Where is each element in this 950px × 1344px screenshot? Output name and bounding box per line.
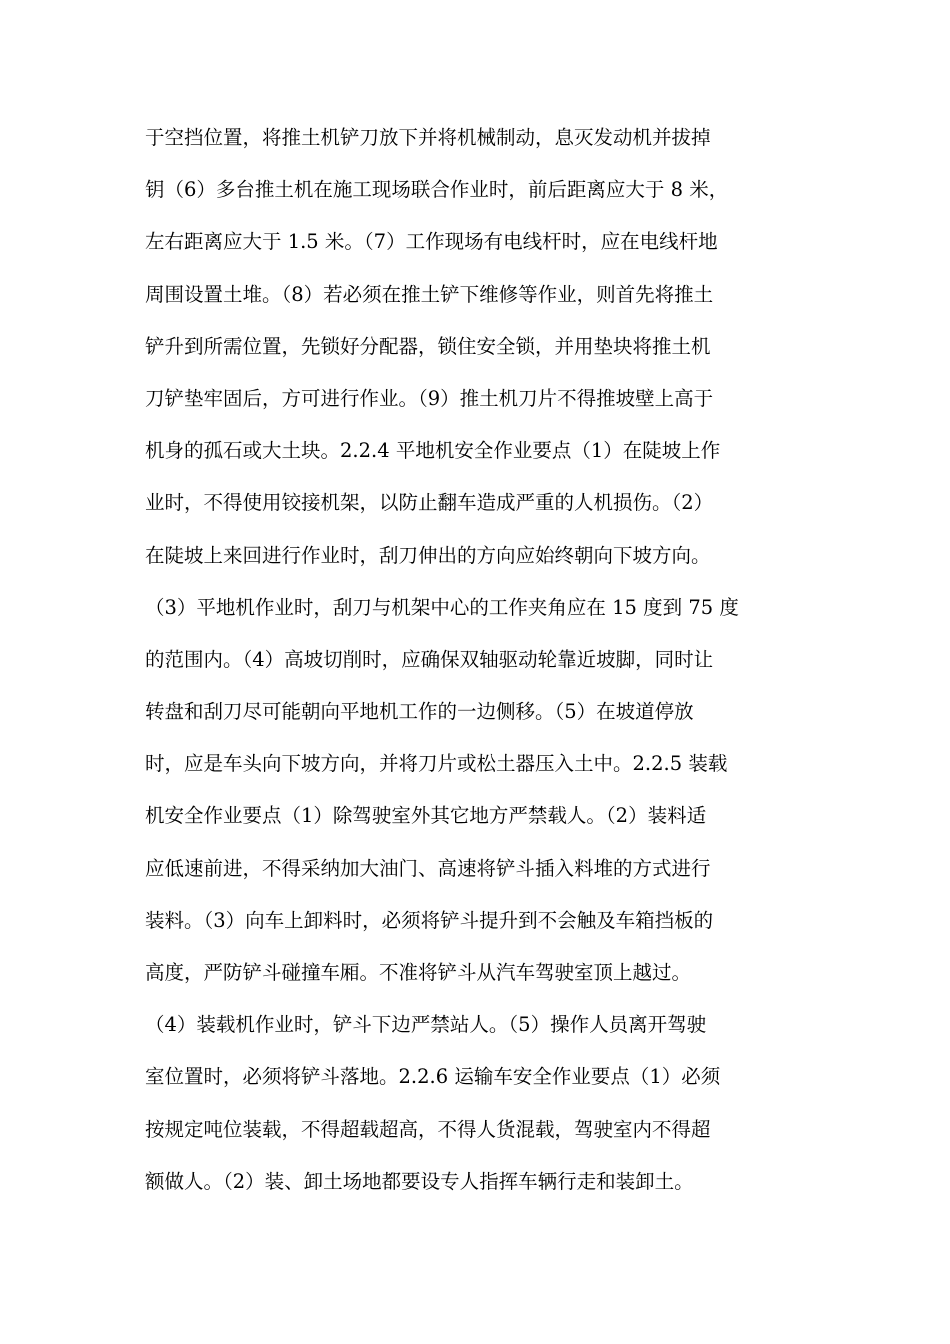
body-text — [145, 112, 815, 1208]
text-line: 左右距离应大于 1.5 米。（7）工作现场有电线杆时，应在电线杆地 — [145, 230, 718, 254]
text-line: 机身的孤石或大土块。2.2.4 平地机安全作业要点（1）在陡坡上作 — [145, 439, 721, 463]
text-line: 于空挡位置，将推土机铲刀放下并将机械制动，息灭发动机并拔掉 — [145, 126, 711, 149]
text-line: （4）装载机作业时，铲斗下边严禁站人。（5）操作人员离开驾驶 — [145, 1013, 707, 1037]
text-line: 室位置时，必须将铲斗落地。2.2.6 运输车安全作业要点（1）必须 — [145, 1065, 721, 1089]
text-line: 业时，不得使用铰接机架，以防止翻车造成严重的人机损伤。（2） — [145, 491, 714, 515]
text-line: 刀铲垫牢固后，方可进行作业。（9）推土机刀片不得推坡壁上高于 — [145, 386, 714, 410]
text-line: 钥（6）多台推土机在施工现场联合作业时，前后距离应大于 8 米， — [145, 178, 729, 202]
text-line: 铲升到所需位置，先锁好分配器，锁住安全锁，并用垫块将推土机 — [145, 334, 711, 358]
text-line: 额做人。（2）装、卸土场地都要设专人指挥车辆行走和装卸土。 — [145, 1169, 694, 1193]
text-line: 在陡坡上来回进行作业时，刮刀伸出的方向应始终朝向下坡方向。 — [145, 543, 711, 567]
text-line: 应低速前进，不得采纳加大油门、高速将铲斗插入料堆的方式进行 — [145, 856, 711, 880]
text-line: （3）平地机作业时，刮刀与机架中心的工作夹角应在 15 度到 75 度 — [145, 595, 739, 619]
text-line: 转盘和刮刀尽可能朝向平地机工作的一边侧移。（5）在坡道停放 — [145, 700, 694, 724]
text-line: 的范围内。（4）高坡切削时，应确保双轴驱动轮靠近坡脚，同时让 — [145, 647, 714, 671]
text-line: 周围设置土堆。（8）若必须在推土铲下维修等作业，则首先将推土 — [145, 282, 714, 306]
text-line: 按规定吨位装载，不得超载超高，不得人货混载，驾驶室内不得超 — [145, 1117, 711, 1141]
text-line: 时，应是车头向下坡方向，并将刀片或松土器压入土中。2.2.5 装载 — [145, 752, 728, 776]
text-line: 高度，严防铲斗碰撞车厢。不准将铲斗从汽车驾驶室顶上越过。 — [145, 961, 692, 984]
text-line: 装料。（3）向车上卸料时，必须将铲斗提升到不会触及车箱挡板的 — [145, 908, 714, 932]
text-line: 机安全作业要点（1）除驾驶室外其它地方严禁载人。（2）装料适 — [145, 804, 707, 828]
